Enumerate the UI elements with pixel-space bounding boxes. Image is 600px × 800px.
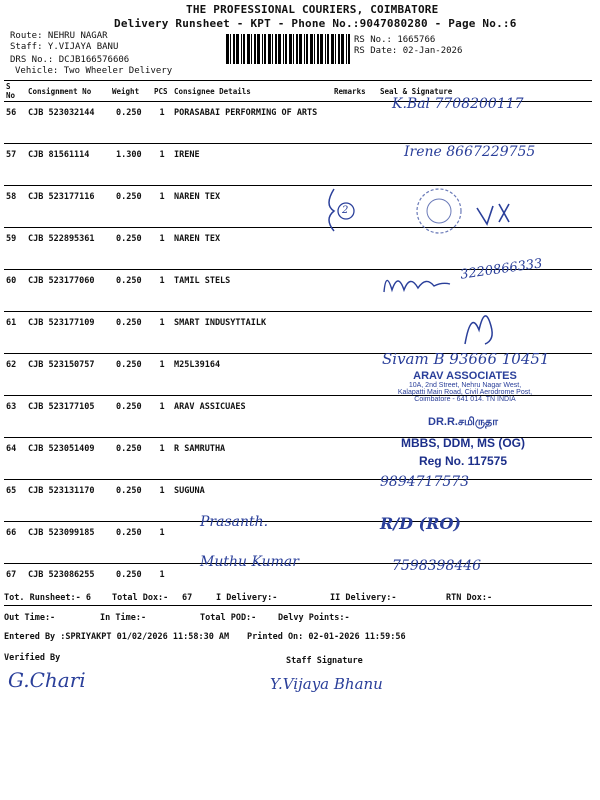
row-consignment: CJB 522895361 xyxy=(26,228,110,270)
route-label: Route: NEHRU NAGAR xyxy=(10,31,108,41)
row-weight: 0.250 xyxy=(110,396,152,438)
row-consignee: NAREN TEX xyxy=(172,228,332,270)
row-pcs: 1 xyxy=(152,312,172,354)
delvy-points: Delvy Points:- xyxy=(278,613,350,623)
i-delivery: I Delivery:- xyxy=(216,593,278,603)
row-pcs: 1 xyxy=(152,438,172,480)
round-seal xyxy=(414,186,464,240)
row-pcs: 1 xyxy=(152,354,172,396)
row-remarks xyxy=(332,396,370,438)
row-sno: 62 xyxy=(4,354,26,396)
row-consignment: CJB 523099185 xyxy=(26,522,110,564)
rs-number: RS No.: 1665766 xyxy=(354,35,436,45)
row-sno: 64 xyxy=(4,438,26,480)
row-weight: 0.250 xyxy=(110,564,152,606)
row-remarks xyxy=(332,522,370,564)
row-consignment: CJB 523177105 xyxy=(26,396,110,438)
verified-by-label: Verified By xyxy=(4,653,61,663)
drs-number: DRS No.: DCJB166576606 xyxy=(10,55,130,65)
row-remarks xyxy=(332,102,370,144)
doctor-reg: Reg No. 117575 xyxy=(418,454,508,468)
verifier-signature: G.Chari xyxy=(8,668,86,692)
row-sno: 60 xyxy=(4,270,26,312)
row-sno: 59 xyxy=(4,228,26,270)
row-pcs: 1 xyxy=(152,270,172,312)
signature-row-56: K.Bal 7708200117 xyxy=(392,96,524,112)
stamp-address-2: Kalapatti Main Road, Civil Aerodrome Post, xyxy=(397,389,533,396)
row-sno: 57 xyxy=(4,144,26,186)
row-weight: 0.250 xyxy=(110,228,152,270)
row-pcs: 1 xyxy=(152,228,172,270)
row-remarks xyxy=(332,480,370,522)
col-consignment: Consignment No xyxy=(26,81,110,102)
tot-runsheet: Tot. Runsheet:- 6 xyxy=(4,593,91,603)
col-sno: S No xyxy=(4,81,26,102)
row-weight: 0.250 xyxy=(110,186,152,228)
row-consignment: CJB 81561114 xyxy=(26,144,110,186)
row-pcs: 1 xyxy=(152,102,172,144)
signature-row-57: Irene 8667229755 xyxy=(404,144,536,160)
row-consignee: IRENE xyxy=(172,144,332,186)
signature-row-62: Sivam B 93666 10451 xyxy=(382,350,550,368)
bracket-mark xyxy=(320,185,360,239)
row-consignment: CJB 523150757 xyxy=(26,354,110,396)
signature-mark-59 xyxy=(475,198,515,232)
row-pcs: 1 xyxy=(152,480,172,522)
signature-row-65: 9894717573 xyxy=(380,474,470,490)
rtn-dox: RTN Dox:- xyxy=(446,593,493,603)
col-weight: Weight xyxy=(110,81,152,102)
row-consignee: R SAMRUTHA xyxy=(172,438,332,480)
in-time: In Time:- xyxy=(100,613,147,623)
row-consignment: CJB 523086255 xyxy=(26,564,110,606)
signature-row-67: 7598398446 xyxy=(392,558,482,574)
circled-number: 2 xyxy=(342,205,349,216)
vehicle-label: Vehicle: Two Wheeler Delivery xyxy=(15,66,173,76)
doctor-name: DR.R.சமிருதா xyxy=(428,416,498,428)
row-weight: 0.250 xyxy=(110,270,152,312)
row-sno: 67 xyxy=(4,564,26,606)
signature-scribble-61 xyxy=(455,300,505,354)
row-remarks xyxy=(332,144,370,186)
row-pcs: 1 xyxy=(152,144,172,186)
total-dox-value: 67 xyxy=(182,593,193,603)
doctor-degree: MBBS, DDM, MS (OG) xyxy=(401,436,525,450)
row-consignee: SMART INDUSYTTAILK xyxy=(172,312,332,354)
col-remarks: Remarks xyxy=(332,81,370,102)
row-weight: 0.250 xyxy=(110,354,152,396)
row-pcs: 1 xyxy=(152,396,172,438)
stamp-address-3: Coimbatore - 641 014. TN INDIA xyxy=(414,396,516,403)
barcode xyxy=(226,34,352,64)
row-weight: 0.250 xyxy=(110,102,152,144)
entered-by: Entered By :SPRIYAKPT 01/02/2026 11:58:30 AM xyxy=(4,632,230,642)
rs-date: RS Date: 02-Jan-2026 xyxy=(354,46,463,56)
doctor-stamp xyxy=(388,416,538,468)
row-consignee: ARAV ASSICUAES xyxy=(172,396,332,438)
row-consignment: CJB 523131170 xyxy=(26,480,110,522)
total-dox-label: Total Dox:- xyxy=(112,593,169,603)
table-row xyxy=(4,480,592,522)
clinic-stamp xyxy=(370,370,560,403)
total-pod: Total POD:- xyxy=(200,613,257,623)
stamp-name: ARAV ASSOCIATES xyxy=(413,370,517,382)
row-pcs: 1 xyxy=(152,564,172,606)
row-weight: 0.250 xyxy=(110,522,152,564)
signature-row-60: 3220866333 xyxy=(459,256,544,283)
row-weight: 0.250 xyxy=(110,312,152,354)
row-consignment: CJB 523177109 xyxy=(26,312,110,354)
row-pcs: 1 xyxy=(152,186,172,228)
staff-label: Staff: Y.VIJAYA BANU xyxy=(10,42,119,52)
col-signature: Seal & Signature xyxy=(370,81,592,102)
col-consignee: Consignee Details xyxy=(172,81,332,102)
row-consignee: PORASABAI PERFORMING OF ARTS xyxy=(172,102,332,144)
handwritten-name-67: Muthu Kumar xyxy=(200,554,299,570)
row-weight: 0.250 xyxy=(110,438,152,480)
row-consignment: CJB 523177060 xyxy=(26,270,110,312)
row-consignment: CJB 523177116 xyxy=(26,186,110,228)
row-consignment: CJB 523032144 xyxy=(26,102,110,144)
signature-row-66: R/D (RO) xyxy=(380,514,461,533)
row-weight: 1.300 xyxy=(110,144,152,186)
row-sno: 61 xyxy=(4,312,26,354)
out-time: Out Time:- xyxy=(4,613,56,623)
row-remarks xyxy=(332,270,370,312)
runsheet-subtitle: Delivery Runsheet - KPT - Phone No.:9047080280 - Page No.:6 xyxy=(114,17,517,30)
row-consignment: CJB 523051409 xyxy=(26,438,110,480)
staff-signature-label: Staff Signature xyxy=(286,656,363,666)
row-consignee: NAREN TEX xyxy=(172,186,332,228)
row-sno: 65 xyxy=(4,480,26,522)
handwritten-name-66: Prasanth. xyxy=(200,514,269,530)
row-pcs: 1 xyxy=(152,522,172,564)
ii-delivery: II Delivery:- xyxy=(330,593,397,603)
row-remarks xyxy=(332,354,370,396)
row-consignee: TAMIL STELS xyxy=(172,270,332,312)
row-consignee: M25L39164 xyxy=(172,354,332,396)
company-title: THE PROFESSIONAL COURIERS, COIMBATORE xyxy=(186,3,439,16)
row-sno: 58 xyxy=(4,186,26,228)
row-sno: 56 xyxy=(4,102,26,144)
col-pcs: PCS xyxy=(152,81,172,102)
row-sno: 66 xyxy=(4,522,26,564)
stamp-address-1: 10A, 2nd Street, Nehru Nagar West, xyxy=(408,382,522,389)
row-weight: 0.250 xyxy=(110,480,152,522)
row-remarks xyxy=(332,312,370,354)
printed-on: Printed On: 02-01-2026 11:59:56 xyxy=(247,632,406,642)
row-sno: 63 xyxy=(4,396,26,438)
row-remarks xyxy=(332,438,370,480)
row-consignee: SUGUNA xyxy=(172,480,332,522)
staff-signature: Y.Vijaya Bhanu xyxy=(270,675,383,693)
